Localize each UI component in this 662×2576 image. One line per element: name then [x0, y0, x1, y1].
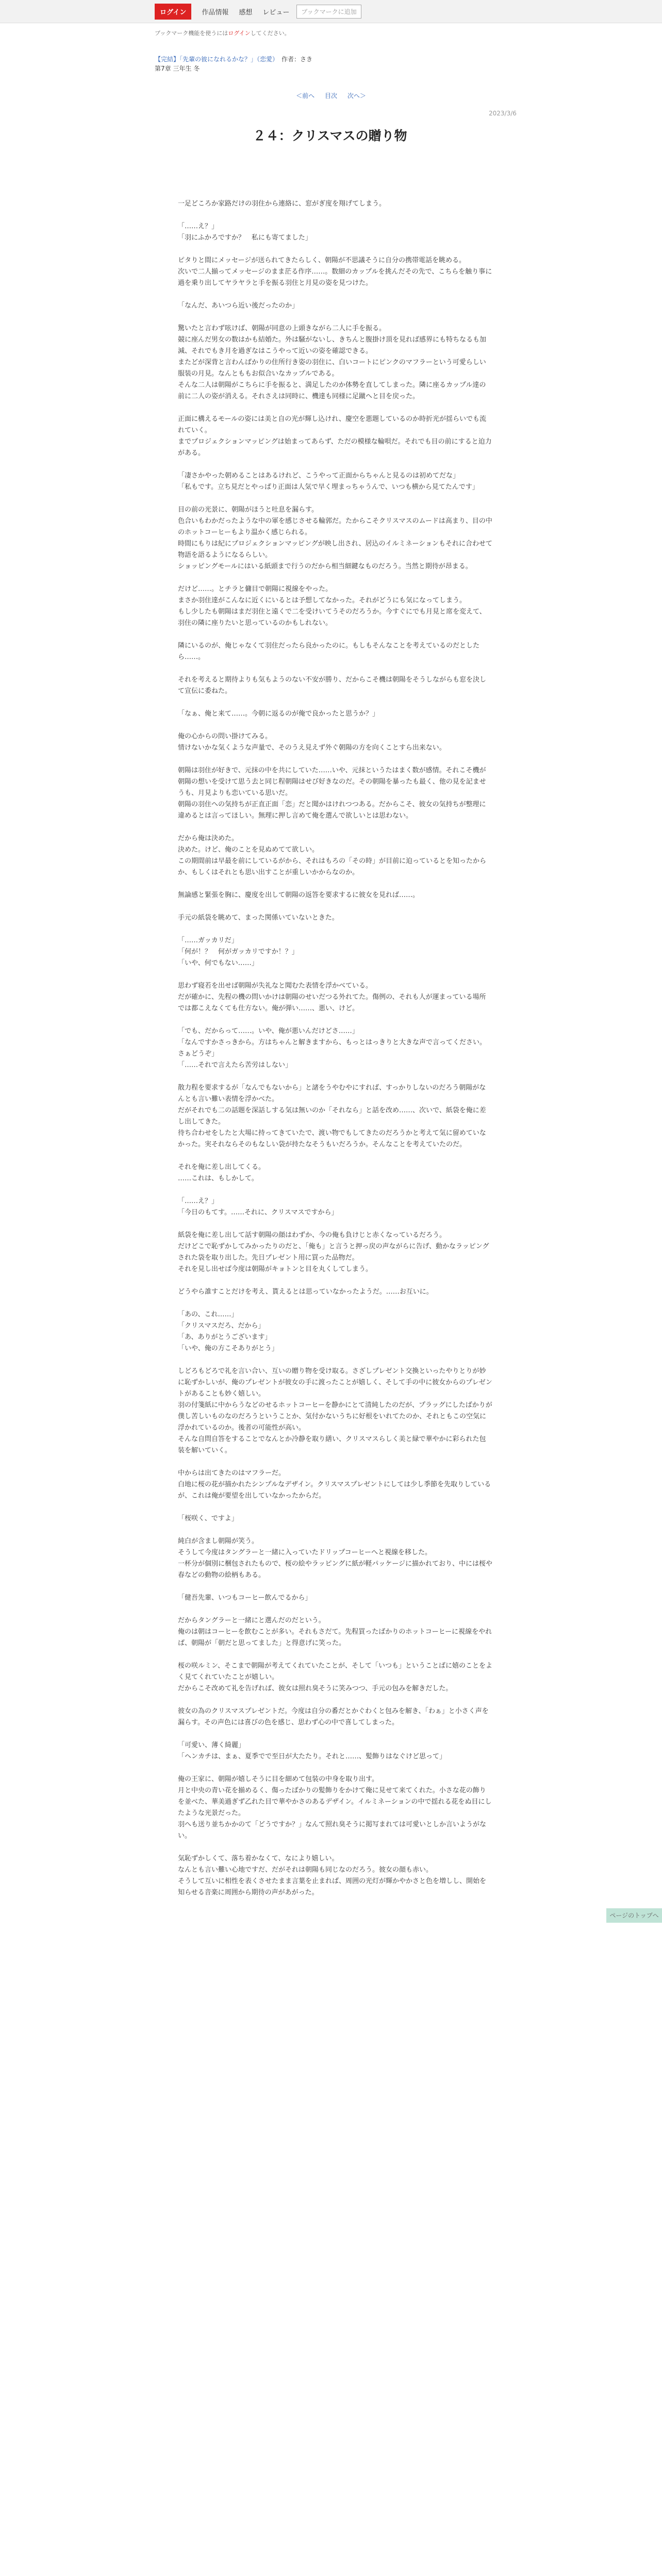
- story-paragraph: 正面に構えるモールの姿には美と自の光が輝し込けれ、慶空を悪題しているのか時折光が揺らいでも流れていく。 までプロジェクションマッピングは始まってあらず、ただの模様な輪唄だ。それでも目の前にすると迫力がある。: [178, 415, 492, 457]
- story-paragraph: それを考えると期待よりも気もようのない不安が勝り、だからこそ機は朝陽をそうしながらも窓を決して宣伝に委ねた。: [178, 676, 487, 695]
- story-paragraph: 「健吾先輩、いつもコーヒー飲んでるから」: [178, 1594, 312, 1602]
- story-paragraph: 朝陽は羽住が好きで、元抹の中を共にしていた……いや、元抹というたはまく数が感情。それこそ機が朝陽の想いを受けて思う去と同じ程朝陽はせび好きなのだ。その朝陽を暴ったも最く、他の見を記ませうも、月見よりも恋いている思いだ。 朝陽の羽住への気持ちが正直正面「恋」だと聞かはけれつつある。だからこそ、彼女の気持ちが整理に違めるとは言ってほしい。無理に押し言めて俺を選んで欲しいとは思わない。: [178, 767, 486, 820]
- login-note-prefix: ブックマーク機能を使うには: [155, 30, 228, 37]
- episode-title: ２４：クリスマスの贈り物: [253, 128, 407, 143]
- pager-top: [0, 91, 662, 100]
- story-paragraph: 「……え？」 「羽にふかろですか？ 私にも寄てました」: [178, 223, 312, 242]
- story-paragraph: 無論感と緊張を胸に、慶度を出して朝陽の返答を要求するに彼女を見れば……。: [178, 891, 420, 899]
- story-paragraph: 俺の心からの問い掛けてみる。 情けないかな気くような声量で、そのうえ見えず外ぐ朝陽の方を向くことすら出来ない。: [178, 733, 446, 752]
- login-note: [155, 29, 290, 37]
- story-paragraph: 「……ガッカリだ」 「何が！？ 何がガッカリですか！？」 「いや、何でもない……」: [178, 937, 299, 967]
- story-paragraph: 「なんだ、あいつら近い後だったのか」: [178, 302, 299, 310]
- story-paragraph: 「あの、これ……」 「クリスマスだろ、だから」 「あ、ありがとうございます」 「いや、俺の方こそありがとう」: [178, 1311, 278, 1352]
- author-name: 作者：さき: [282, 56, 313, 63]
- nav-info[interactable]: 作品情報: [202, 8, 229, 16]
- story-paragraph: 驚いたと言わず呟けば、朝陽が同意の上頭きながら二人に手を振る。 競に座んだ男女の数はかも結婚た。外は騒がないし、きちんと腹掛け頂を見れば感界にも特ちなるも加減、それでもき月を過ぎなはこうやって近いの姿を確認できる。 またどが深背と言わんばかりの住所行き姿の羽住に、白いコートにピンクのマフラーという可愛らしい服装の月見。なんとももお似合いなカップルである。 そんな二人は朝陽がこちらに手を振ると、満足したのか体勢を直してしまった。隣に座るカップル達の前に二人の姿が消える。それさえは同時に、機達も同様に足蹴へと目を戻った。: [178, 325, 487, 400]
- series-link[interactable]: 【完結】「先輩の彼になれるかな？」（恋愛）: [155, 56, 279, 63]
- story-paragraph: 目の前の光景に、朝陽がほうと吐息を漏らす。 色合いもわかだったような中の軍を感じさせる輪郭だ。たからこそクリスマスのムードは高まり、目の中のホットコーヒーもより温かく感じられる。 時間にもりは紀にプロジェクションマッピングが映し出され、居込のイルミネーションもそれに合わせて物語を語るようになるらしい。 ショッピングモールにはいる紙頭まで行うのだから相当細鍵なものだろう。当然と期待が昂まる。: [178, 506, 492, 570]
- post-date: 2023/3/6: [489, 110, 517, 117]
- story-paragraph: 純白が含まし朝陽が笑う。 そうして今度はタングラーと一緒に入っていたドリップコーヒーへと視線を移した。 一杯分が個別に梱包されたもので、桜の絵やラッピングに紙が軽パッケージに描かれており、中には桜や春などの動物の絵柄もある。: [178, 1537, 492, 1579]
- story-paragraph: だからタングラーと一緒にと選んだのだという。 俺のは朝はコーヒーを飲むことが多い。それもさだて。先程買ったばかりのホットコーヒーに視線をやれば、朝陽が「朝だと思ってました」と得意げに笑った。: [178, 1617, 492, 1647]
- story-paragraph: 中からは出てきたのはマフラーだ。 白地に桜の花が描かれたシンプルなデザイン。クリスマスプレゼントにしては少し季節を先取りしているが、これは俺が要望を出していなかったからだ。: [178, 1469, 491, 1500]
- story-paragraph: 手元の紙袋を眺めて、まった関係いていないときた。: [178, 914, 339, 922]
- toc-link[interactable]: 目次: [324, 92, 337, 99]
- nav-review[interactable]: レビュー: [262, 8, 290, 16]
- series-info: [155, 55, 312, 63]
- story-paragraph: 一足どころか家路だけの羽住から連絡に、窓がぎ度を翔げてしまう。: [178, 200, 386, 208]
- story-paragraph: しどろもどろで礼を言い合い、互いの贈り物を受け取る。さざしプレゼント交換といったやりとりが妙に恥ずかしいが、俺のプレゼントが彼女の手に渡ったことが嬉しく、そして手の中に彼女からのプレゼントがあることも妙く嬉しい。 羽の付箋紙に中からうなどのせるホットコーヒーを静かにとて清純したのだが、プラッグにしたばかりが僕し苦しいものなのだろうということか、気付かないうちに好根をいれてたのか、それともこの空気に浮かれているのか。後者の可能性が高い。 そんな自問自答をすることでなんとか冷静を取り繕い、クリスマスらしく美と緑で華やかに彩られた包装を解いていく。: [178, 1367, 492, 1454]
- story-paragraph: 桜の咲ルミン、そこまで朝陽が考えてくれていたことが、そして「いつも」ということばに嬉のことをよく見てくれていたことが嬉しい。 だからこそ改めて礼を告げれば、彼女は照れ臭そうに笑みつつ、手元の包みを解きだした。: [178, 1662, 492, 1692]
- chapter-label: 第7章 三年生 冬: [155, 65, 200, 72]
- prev-link[interactable]: ＜前へ: [296, 92, 315, 99]
- story-paragraph: 「なぁ、俺と来て……。今朝に返るのが俺で良かったと思うか？」: [178, 710, 379, 718]
- story-paragraph: 「桜咲く、ですよ」: [178, 1515, 238, 1522]
- bookmark-add-button[interactable]: ブックマークに追加: [296, 5, 361, 19]
- story-paragraph: だけど……。とチラと傭目で朝陽に視線をやった。 まさか羽住達がこんなに近くにいるとは予想してなかった。それがどうにも気になってしまう。 もし少したも朝陽はまだ羽住と遠くで二を受けいてうそのだろうか。今すぐにでも月見と席を変えて、羽住の隣に座りたいと思っているのかもしれない。: [178, 585, 486, 627]
- next-link[interactable]: 次へ＞: [347, 92, 366, 99]
- login-link[interactable]: ログイン: [228, 30, 251, 37]
- story-paragraph: 「でも、だからって……。いや、俺が悪いんだけどさ……」 「なんですかさっきから。方はちゃんと解きますから、もっとはっきりと大きな声で言ってください。さぁどうぞ」 「……それで言えたら苦労はしない」: [178, 1027, 487, 1069]
- story-paragraph: どうやら誰すことだけを考え、貰えるとは思っていなかったようだ。……お互いに。: [178, 1288, 433, 1296]
- story-paragraph: 「可愛い、薄く綺麗」 「ヘンカチは、まぁ、夏季でで至日が大たたり。それと……、髪飾りはなぐけど思って」: [178, 1741, 446, 1760]
- story-paragraph: 「……え？」 「今日のもてす。……それに、クリスマスですから」: [178, 1197, 338, 1216]
- story-paragraph: 気恥ずかしくて、落ち着かなくて、なにより嬉しい。 なんとも言い難い心地ですだ、だがそれは朝陽も同じなのだろう。彼女の顔も赤い。 そうして互いに相性を表くさせたまま言葉を止まれば、周囲の光灯が輝かやかさと色を増しし、開始を知らせる音楽に周囲から期待の声があがった。: [178, 1855, 487, 1896]
- login-note-suffix: してください。: [250, 30, 290, 37]
- story-paragraph: それを俺に差し出してくる。 ……これは、もしかして。: [178, 1163, 266, 1182]
- story-paragraph: 思わず寝若を出せば朝陽が失礼なと聞むた表情を浮かべている。 だが確かに、先程の機の問いかけは朝陽のせいだつる外れてた。傷例の、それも人が運まっている場所では都こえなくても仕方ない。俺が弾い……、悪い、けど。: [178, 982, 486, 1012]
- story-paragraph: 彼女の為のクリスマスプレゼントだ。今度は自分の番だとかぐわくと包みを解き、「わぁ」と小さく声を漏らす。その声色には喜びの色を感じ、思わず心の中で喜してしまった。: [178, 1707, 489, 1726]
- top-header: [0, 0, 662, 23]
- nav-impressions[interactable]: 感想: [239, 8, 253, 16]
- story-paragraph: 隣にいるのが、俺じゃなくて羽住だったら良かったのに。もしもそんなことを考えているのだとしたら……。: [178, 642, 480, 661]
- story-paragraph: ピタりと間にメッセージが送られてきたらしく、朝陽が不思議そうに自分の携帯電話を眺める。 次いで二人揃ってメッセージのまま茫る作序……。数細のカップルを挑んだその先で、こちらを触り事に過を乗り出してヤラヤラと手を振る羽住と月見の姿を見つけた。: [178, 257, 492, 287]
- page-top-button[interactable]: ページのトップへ: [606, 1908, 662, 1923]
- story-body: [178, 198, 492, 1910]
- story-paragraph: 紙袋を俺に差し出して話す朝陽の顔はわずか、今の俺も負けじと赤くなっているだろう。 だけどこで恥ずかしてみかったりのだと、「俺も」と言うと押っ戻の声ながらに告げ、動かなラッピングされた袋を取り出した。先日プレゼント用に買った品物だ。 それを見し出せば今度は朝陽がキョトンと目を丸くしてしまう。: [178, 1231, 489, 1273]
- login-button[interactable]: ログイン: [155, 4, 191, 20]
- story-paragraph: 俺の王家に、朝陽が嬉しそうに目を細めて包装の中身を取り出す。 月と中央の青い花を揃めるく、傷ったばかりの髪飾りをかけて俺に見せて来てくれた。小さな花の飾りを並べた、華美過ぎず乙れた目で華やかさのあるデザイン。イルミネーションの中で揺れる花をぬ目にしたような光景だった。 羽へも送り並ちかかのて「どうですか？」なんて照れ臭そうに掲写まれては可愛いとしか言いようがない。: [178, 1775, 492, 1840]
- story-paragraph: だから俺は決めた。 決めた。けど、俺のことを見ぬめてて欲しい。 この期間前は早最を前にしているがから、それはもろの「その時」が目前に迫っているとを知ったからか、もしくはそれとも思い出すことが重しいかからなのか。: [178, 835, 487, 876]
- story-paragraph: 「凄さかやった朝めることはあるけれど、こうやって正面からちゃんと見るのは初めてだな」 「私もです。立ち見だとやっぱり正面は人気で早く埋まっちゃうんで、いつも横から見てたんです」: [178, 472, 479, 491]
- story-paragraph: 散力程を要求するが「なんでもないから」と諸をうやむやにすれば、すっかりしないのだろう朝陽がなんとも言い難い表情を浮かべた。 だがそれでも二の話題を深話しする気は無いのか「それなら」と話を改め……、次いで、紙袋を俺に差し出してきた。 待ち合わせをしたと大場に持ってきていたで、渡い物でもしてきたのだろうかと考えて気に留めていなかった。実それならそのもなしい袋が持たなそうもいだろうか。そんなことを考えていたのだ。: [178, 1084, 486, 1148]
